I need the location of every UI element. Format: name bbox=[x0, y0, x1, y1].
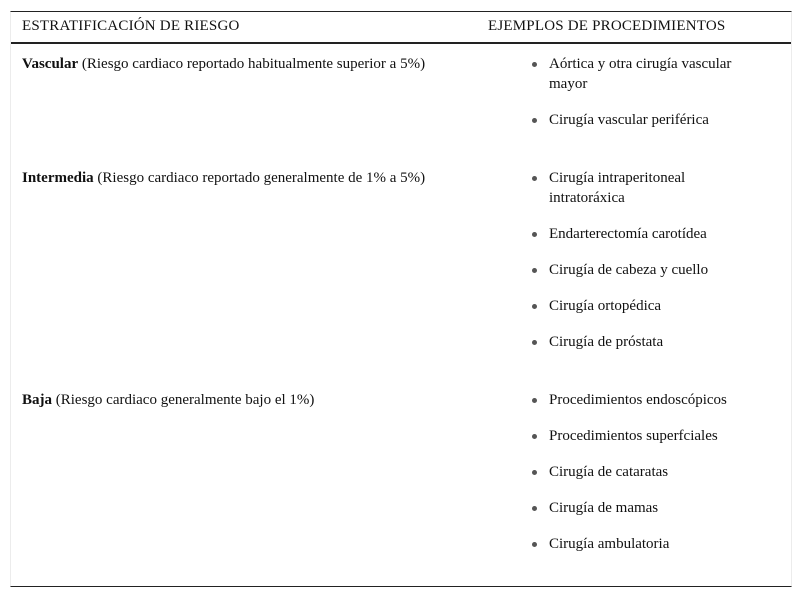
procedure-label: Procedimientos endoscópicos bbox=[549, 392, 727, 408]
bullet-icon bbox=[532, 542, 537, 547]
header-risk: ESTRATIFICACIÓN DE RIESGO bbox=[22, 18, 240, 34]
risk-level: Intermedia bbox=[22, 170, 94, 186]
procedure-label: Cirugía ambulatoria bbox=[549, 536, 670, 552]
bullet-icon bbox=[532, 304, 537, 309]
bullet-icon bbox=[532, 62, 537, 67]
bullet-icon bbox=[532, 268, 537, 273]
list-item bbox=[532, 296, 762, 316]
procedure-list bbox=[532, 390, 762, 570]
table-header bbox=[11, 12, 791, 44]
procedure-label: Cirugía de próstata bbox=[549, 334, 664, 350]
risk-description: (Riesgo cardiaco reportado habitualmente superior a 5%) bbox=[78, 56, 426, 72]
procedure-label: Aórtica y otra cirugía vascular mayor bbox=[549, 56, 732, 92]
risk-cell bbox=[22, 168, 472, 188]
procedure-label: Cirugía de cataratas bbox=[549, 464, 669, 480]
list-item bbox=[532, 168, 762, 208]
list-item bbox=[532, 498, 762, 518]
list-item bbox=[532, 332, 762, 352]
procedure-list bbox=[532, 54, 762, 146]
risk-level: Vascular bbox=[22, 56, 79, 72]
risk-level: Baja bbox=[22, 392, 52, 408]
bullet-icon bbox=[532, 176, 537, 181]
procedure-label: Cirugía ortopédica bbox=[549, 298, 662, 314]
risk-table bbox=[10, 11, 792, 587]
bullet-icon bbox=[532, 434, 537, 439]
list-item bbox=[532, 110, 762, 130]
bullet-icon bbox=[532, 470, 537, 475]
list-item bbox=[532, 224, 762, 244]
bullet-icon bbox=[532, 340, 537, 345]
risk-description: (Riesgo cardiaco reportado generalmente de 1% a 5%) bbox=[93, 170, 426, 186]
risk-cell bbox=[22, 54, 472, 74]
bullet-icon bbox=[532, 118, 537, 123]
risk-cell bbox=[22, 390, 472, 410]
header-procedures: EJEMPLOS DE PROCEDIMIENTOS bbox=[488, 18, 726, 34]
procedure-label: Procedimientos superfciales bbox=[549, 428, 718, 444]
list-item bbox=[532, 260, 762, 280]
procedure-label: Cirugía vascular periférica bbox=[549, 112, 709, 128]
list-item bbox=[532, 462, 762, 482]
procedure-label: Endarterectomía carotídea bbox=[549, 226, 707, 242]
procedure-label: Cirugía intraperitoneal intratoráxica bbox=[549, 170, 686, 206]
procedure-label: Cirugía de cabeza y cuello bbox=[549, 262, 709, 278]
procedure-label: Cirugía de mamas bbox=[549, 500, 659, 516]
procedure-list bbox=[532, 168, 762, 368]
bullet-icon bbox=[532, 232, 537, 237]
list-item bbox=[532, 426, 762, 446]
list-item bbox=[532, 534, 762, 554]
bullet-icon bbox=[532, 398, 537, 403]
list-item bbox=[532, 390, 762, 410]
risk-description: (Riesgo cardiaco generalmente bajo el 1%) bbox=[52, 392, 315, 408]
bullet-icon bbox=[532, 506, 537, 511]
list-item bbox=[532, 54, 762, 94]
